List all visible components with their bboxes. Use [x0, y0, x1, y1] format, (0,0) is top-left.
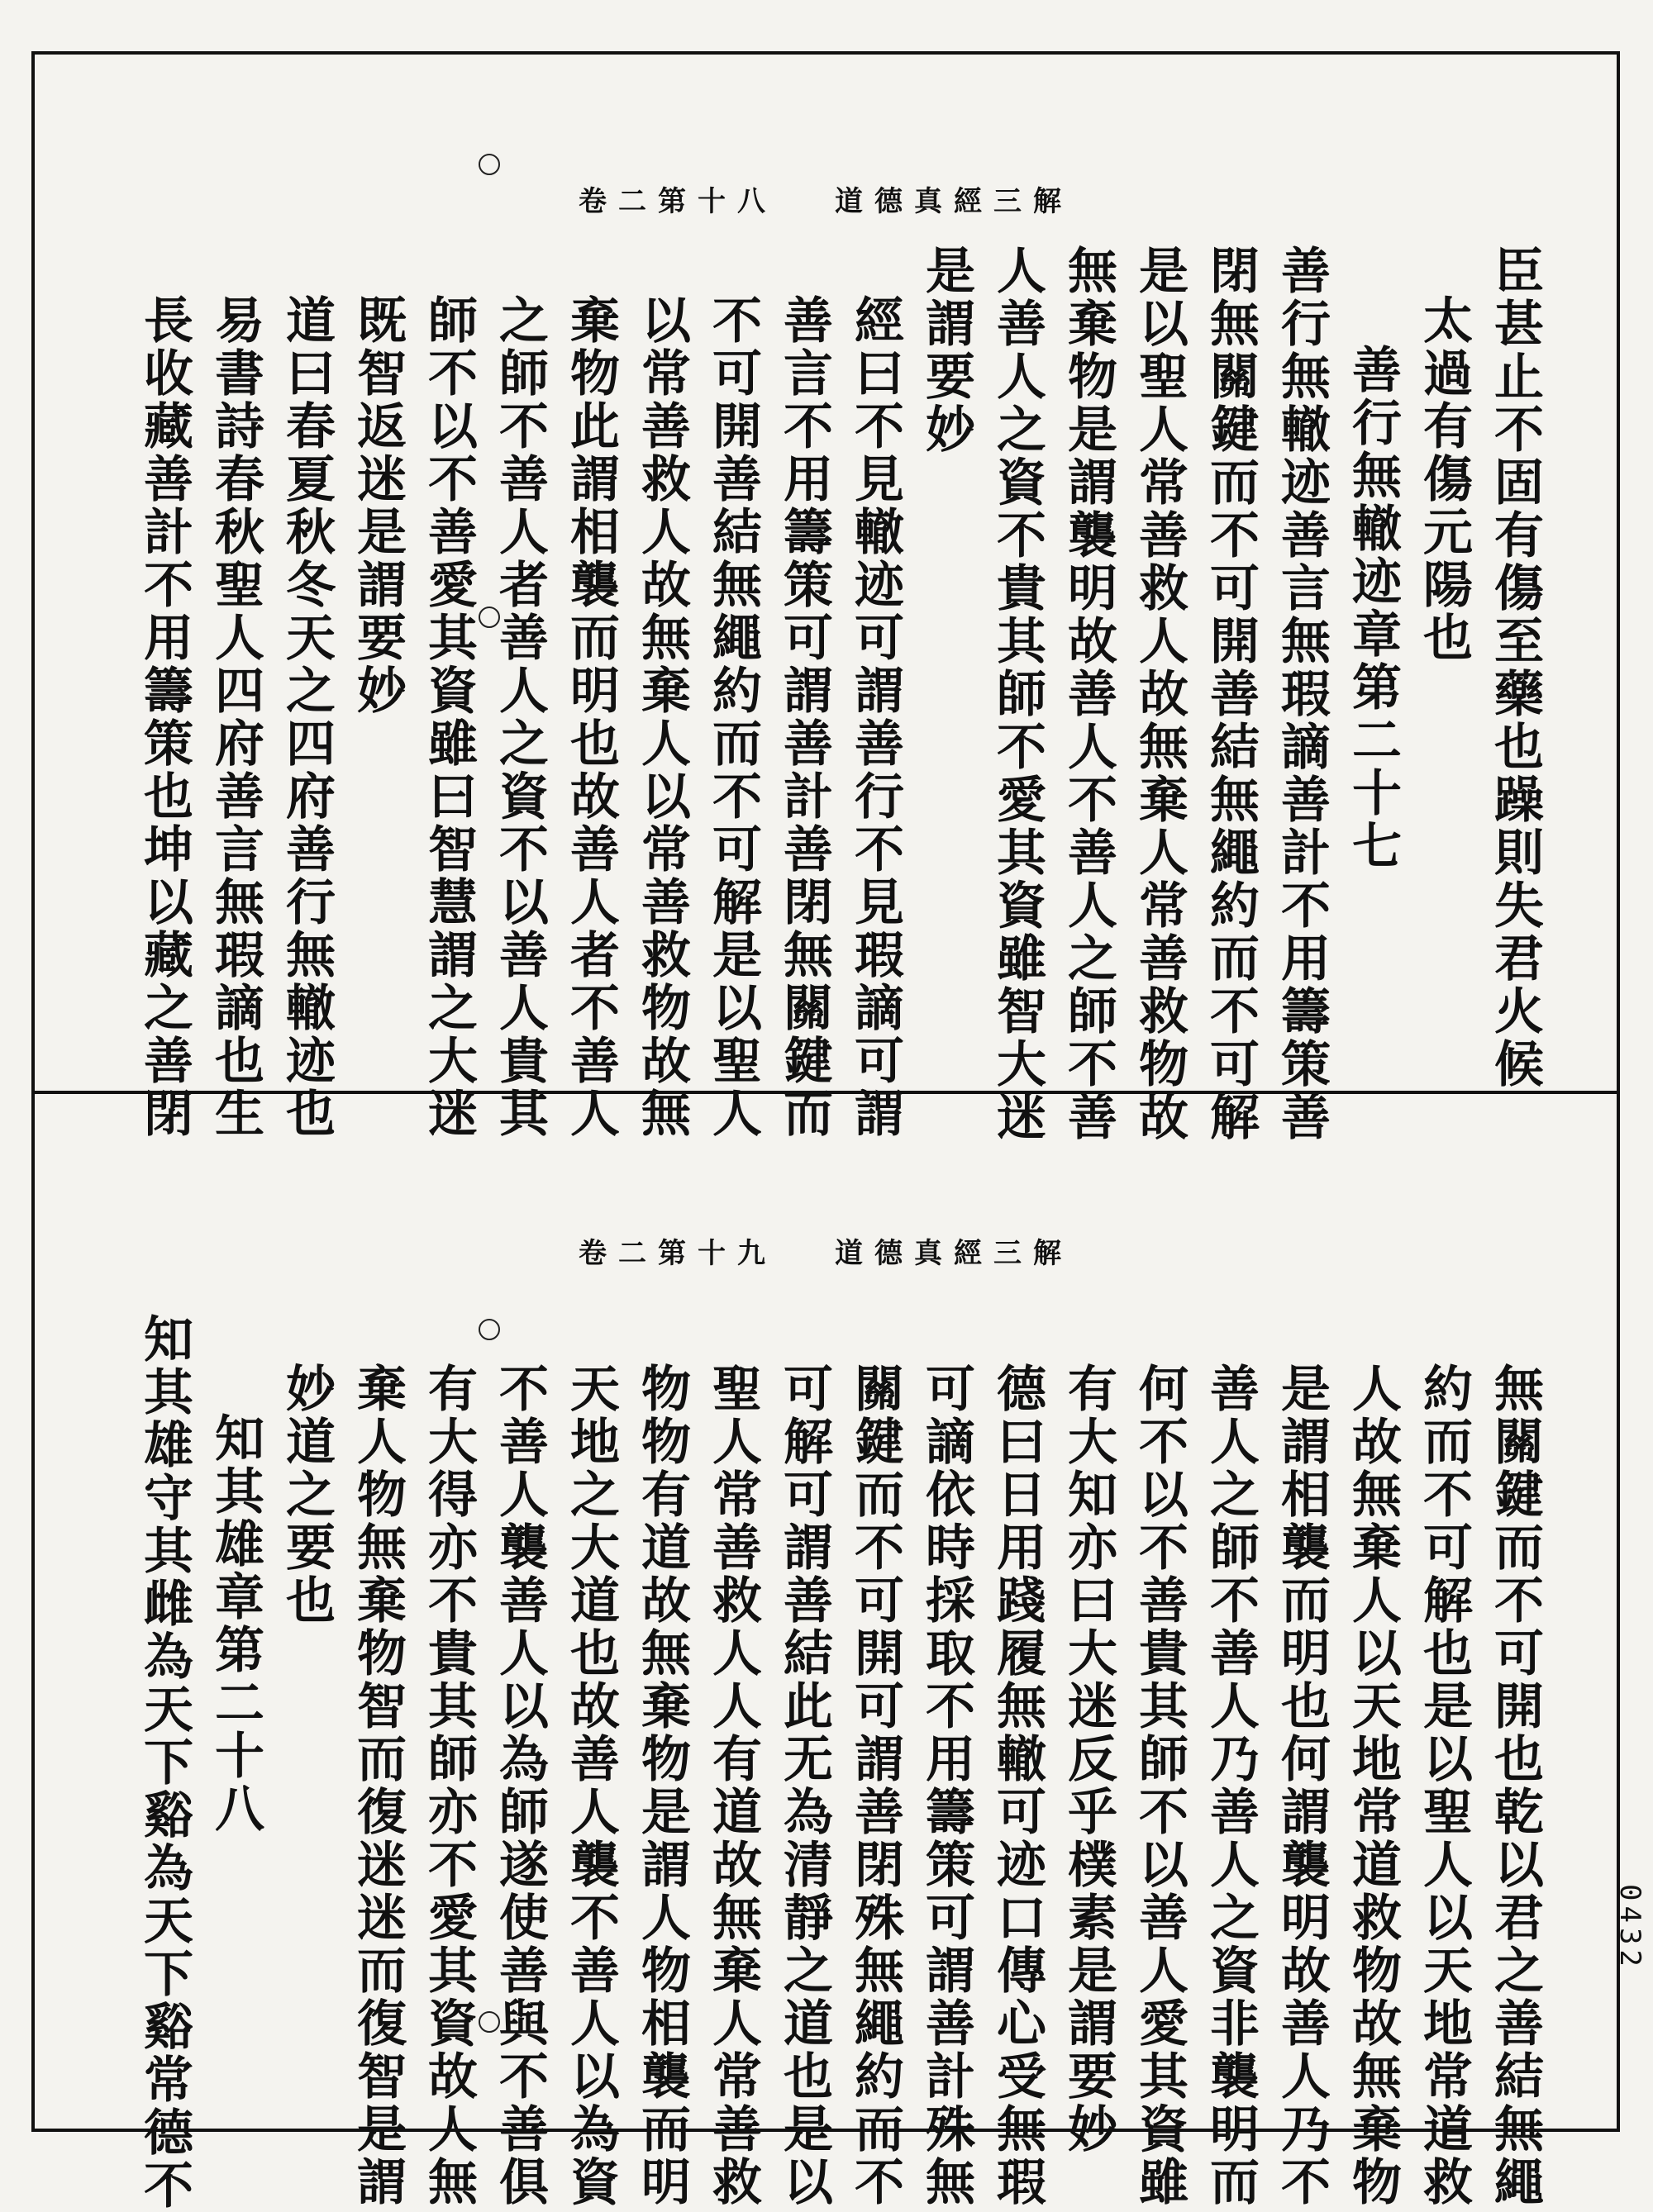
text-column: 師不以不善愛其資雖曰智慧謂之大迷 [420, 294, 478, 1140]
text-column: 棄物此謂相襲而明也故善人者不善人 [562, 294, 620, 1140]
top-header-volume: 卷二第十八 [579, 185, 777, 218]
text-column: 長收藏善計不用籌策也坤以藏之善閉 [136, 294, 193, 1140]
text-column: 何不以不善貴其師不以善人愛其資雖 [1131, 1363, 1189, 2209]
text-column: 可解可謂善結此无為清靜之道也是以 [775, 1363, 833, 2209]
text-column: 善言不用籌策可謂善計善閉無關鍵而 [775, 294, 833, 1140]
text-column: 經曰不見轍迹可謂善行不見瑕謫可謂 [846, 294, 904, 1140]
page-number: 0432 [1613, 1884, 1646, 1972]
text-column: 知其雄守其雌為天下谿為天下谿常德不 [136, 1313, 193, 2212]
text-column: 閉無關鍵而不可開善結無繩約而不可解 [1202, 245, 1260, 1144]
text-column: 善人之師不善人乃善人之資非襲明而 [1202, 1363, 1260, 2209]
text-column: 臣甚止不固有傷至藥也躁則失君火候 [1486, 245, 1544, 1091]
top-page-header [35, 178, 1617, 219]
text-column: 聖人常善救人人有道故無棄人常善救 [704, 1363, 762, 2209]
top-header-book: 道德真經三解 [835, 185, 1073, 218]
text-column: 之師不善人者善人之資不以善人貴其 [491, 294, 549, 1140]
margin-circle-mark [479, 1319, 500, 1340]
text-column: 約而不可解也是以聖人以天地常道救 [1415, 1363, 1473, 2209]
margin-circle-mark [479, 154, 500, 175]
text-column: 善行無轍迹善言無瑕謫善計不用籌策善 [1273, 245, 1331, 1144]
bottom-page-header [35, 1230, 1617, 1271]
text-column: 是謂要妙 [917, 245, 975, 456]
text-column: 物物有道故無棄物是謂人物相襲而明 [633, 1363, 691, 2209]
text-column: 有大知亦曰大迷反乎樸素是謂要妙 [1060, 1363, 1117, 2156]
top-page-text [129, 245, 1551, 1144]
text-column: 有大得亦不貴其師亦不愛其資故人無 [420, 1363, 478, 2209]
text-column: 道曰春夏秋冬天之四府善行無轍迹也 [278, 294, 336, 1140]
text-column: 以常善救人故無棄人以常善救物故無 [633, 294, 691, 1140]
text-column: 易書詩春秋聖人四府善言無瑕謫也生 [207, 294, 264, 1140]
text-column: 既智返迷是謂要妙 [349, 294, 407, 717]
text-column: 天地之大道也故善人襲不善人以為資 [562, 1363, 620, 2209]
bottom-header-book: 道德真經三解 [835, 1237, 1073, 1270]
bottom-header-volume: 卷二第十九 [579, 1237, 777, 1270]
margin-circle-mark [479, 2011, 500, 2033]
text-column: 人故無棄人以天地常道救物故無棄物 [1344, 1363, 1402, 2209]
text-column: 不可開善結無繩約而不可解是以聖人 [704, 294, 762, 1140]
text-column: 是謂相襲而明也何謂襲明故善人乃不 [1273, 1363, 1331, 2209]
text-column: 棄人物無棄物智而復迷迷而復智是謂 [349, 1363, 407, 2209]
text-column: 太過有傷元陽也 [1415, 294, 1473, 664]
text-column: 不善人襲善人以為師遂使善與不善俱 [491, 1363, 549, 2209]
page-frame [31, 51, 1620, 2212]
text-column: 關鍵而不可開可謂善閉殊無繩約而不 [846, 1363, 904, 2209]
text-column: 妙道之要也 [278, 1363, 336, 1627]
text-column: 可謫依時採取不用籌策可謂善計殊無 [917, 1363, 975, 2209]
text-column: 德曰日用踐履無轍可迹口傳心受無瑕 [988, 1363, 1046, 2209]
bottom-page-text [129, 1313, 1551, 2212]
text-column: 無棄物是謂襲明故善人不善人之師不善 [1060, 245, 1117, 1144]
text-column: 人善人之資不貴其師不愛其資雖智大迷 [988, 245, 1046, 1144]
bottom-page [35, 1094, 1617, 2212]
text-column: 無關鍵而不可開也乾以君之善結無繩 [1486, 1363, 1544, 2209]
margin-circle-mark [479, 607, 500, 628]
text-column: 知其雄章第二十八 [207, 1412, 264, 1835]
top-page [35, 55, 1617, 1144]
text-column: 善行無轍迹章第二十七 [1344, 344, 1402, 873]
text-column: 是以聖人常善救人故無棄人常善救物故 [1131, 245, 1189, 1144]
